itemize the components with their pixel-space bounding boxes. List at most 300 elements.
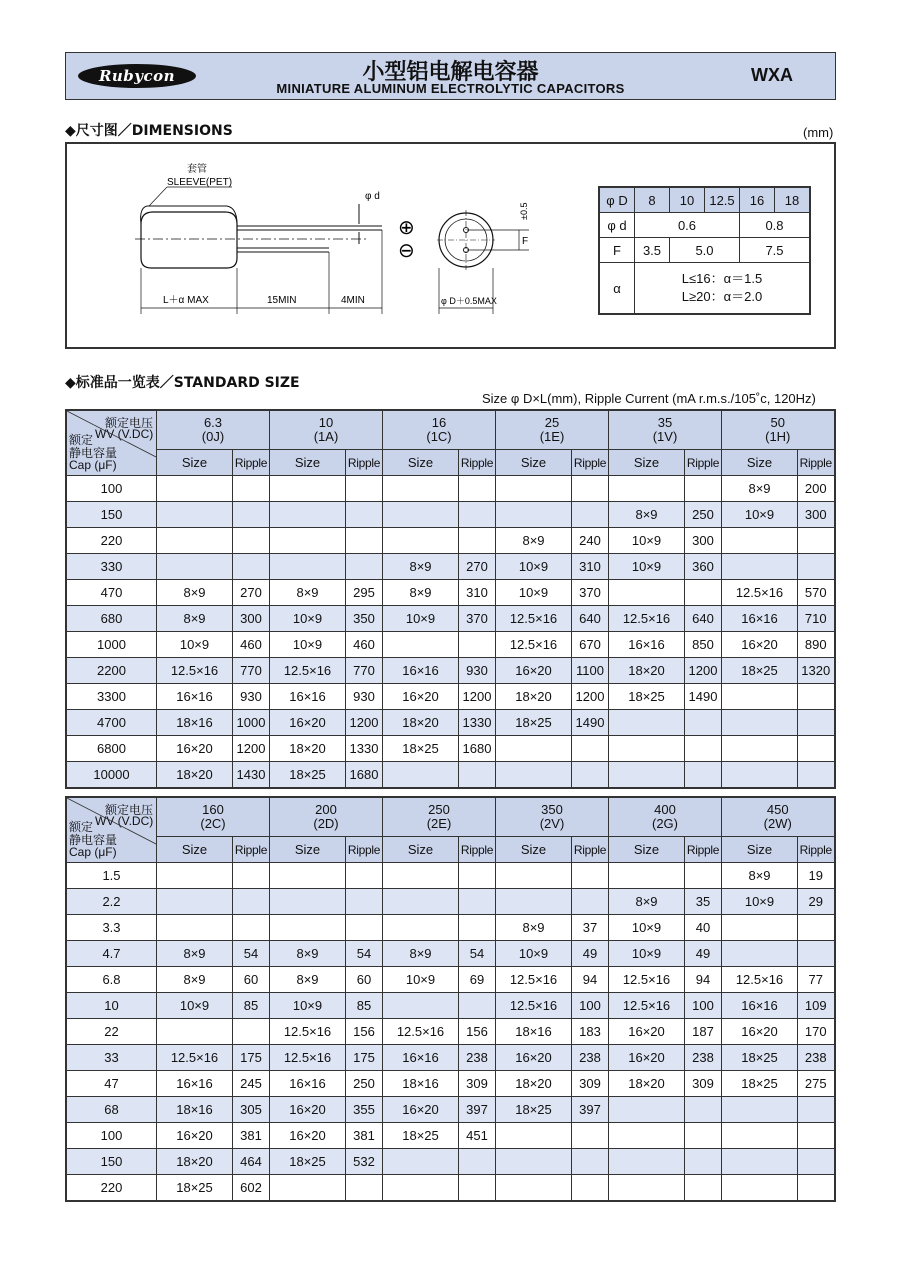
size-cell: [609, 1175, 685, 1202]
table-row: [66, 1097, 835, 1123]
size-cell: [722, 684, 798, 710]
ripple-cell: [685, 1123, 722, 1149]
size-cell: 18×25: [383, 1123, 459, 1149]
ripple-cell: 451: [459, 1123, 496, 1149]
size-cell: [383, 502, 459, 528]
capacitance-cell: 68: [66, 1097, 157, 1123]
spec-cell: 0.8: [740, 213, 811, 238]
ripple-header: Ripple: [346, 837, 383, 863]
ripple-cell: 770: [233, 658, 270, 684]
size-cell: 18×25: [157, 1175, 233, 1202]
ripple-cell: [459, 528, 496, 554]
voltage-code: (2C): [200, 816, 226, 831]
size-cell: 16×16: [270, 684, 346, 710]
ripple-cell: 890: [798, 632, 835, 658]
ripple-cell: [572, 736, 609, 762]
size-cell: [609, 1123, 685, 1149]
ripple-cell: 35: [685, 889, 722, 915]
size-cell: [383, 889, 459, 915]
ripple-cell: 40: [685, 915, 722, 941]
size-cell: 18×25: [722, 1045, 798, 1071]
dimensions-box: [65, 142, 836, 349]
ripple-header: Ripple: [346, 450, 383, 476]
voltage-value: 400: [654, 802, 676, 817]
size-cell: 12.5×16: [496, 993, 572, 1019]
size-cell: 16×20: [383, 1097, 459, 1123]
ripple-cell: 49: [572, 941, 609, 967]
size-cell: [157, 502, 233, 528]
size-cell: [722, 1123, 798, 1149]
size-cell: 16×16: [157, 684, 233, 710]
ripple-header: Ripple: [572, 450, 609, 476]
ripple-header: Ripple: [233, 450, 270, 476]
size-cell: 18×25: [722, 1071, 798, 1097]
size-cell: [157, 1019, 233, 1045]
table-row: [66, 762, 835, 789]
ripple-cell: [798, 1175, 835, 1202]
voltage-value: 6.3: [203, 415, 223, 430]
voltage-header: [157, 410, 270, 450]
size-cell: [496, 863, 572, 889]
ripple-cell: [685, 710, 722, 736]
size-cell: 18×20: [609, 658, 685, 684]
ripple-cell: [346, 528, 383, 554]
voltage-code: (1H): [765, 429, 791, 444]
ripple-cell: [685, 736, 722, 762]
voltage-code: (1A): [313, 429, 339, 444]
size-cell: [609, 1097, 685, 1123]
ripple-cell: 310: [572, 554, 609, 580]
capacitance-cell: 220: [66, 528, 157, 554]
standard-size-note: Size φ D×L(mm), Ripple Current (mA r.m.s./105˚c, 120Hz): [482, 391, 816, 406]
standard-size-title: ◆标准品一览表／STANDARD SIZE: [65, 375, 300, 391]
voltage-header: [722, 410, 835, 450]
size-cell: 16×20: [722, 1019, 798, 1045]
ripple-cell: 1200: [572, 684, 609, 710]
size-cell: 18×20: [157, 1149, 233, 1175]
title-chinese: 小型铝电解电容器: [362, 60, 539, 85]
ripple-cell: [346, 863, 383, 889]
size-cell: 18×25: [270, 762, 346, 789]
size-cell: [722, 554, 798, 580]
size-cell: 10×9: [722, 502, 798, 528]
size-cell: [722, 1097, 798, 1123]
size-cell: 16×16: [157, 1071, 233, 1097]
ripple-cell: 250: [685, 502, 722, 528]
ripple-cell: 310: [459, 580, 496, 606]
ripple-cell: 175: [233, 1045, 270, 1071]
ripple-cell: 54: [233, 941, 270, 967]
ripple-cell: 1200: [233, 736, 270, 762]
ripple-cell: [572, 1175, 609, 1202]
table-row: [66, 889, 835, 915]
plus-icon: ⊕: [398, 217, 415, 239]
ripple-cell: [798, 1123, 835, 1149]
size-cell: 16×20: [609, 1019, 685, 1045]
size-cell: 10×9: [609, 554, 685, 580]
voltage-header: [157, 797, 270, 837]
size-cell: [157, 889, 233, 915]
table-row: [66, 941, 835, 967]
ripple-cell: 930: [233, 684, 270, 710]
size-header: Size: [157, 450, 233, 476]
ripple-cell: 49: [685, 941, 722, 967]
ripple-cell: [685, 580, 722, 606]
ripple-cell: 109: [798, 993, 835, 1019]
lead-diff-label: 4MIN: [341, 295, 365, 306]
capacitance-cell: 10: [66, 993, 157, 1019]
size-cell: 16×16: [609, 632, 685, 658]
capacitance-cell: 33: [66, 1045, 157, 1071]
ripple-cell: 29: [798, 889, 835, 915]
spec-cell: φ d: [599, 213, 635, 238]
ripple-cell: 532: [346, 1149, 383, 1175]
table-row: [66, 1071, 835, 1097]
size-cell: [722, 736, 798, 762]
size-cell: 18×25: [496, 1097, 572, 1123]
voltage-value: 35: [657, 415, 673, 430]
size-cell: [383, 993, 459, 1019]
size-cell: [609, 710, 685, 736]
ripple-cell: 187: [685, 1019, 722, 1045]
table-row: [66, 476, 835, 502]
ripple-cell: 464: [233, 1149, 270, 1175]
voltage-header: [609, 797, 722, 837]
size-cell: 18×16: [157, 1097, 233, 1123]
ripple-cell: 397: [572, 1097, 609, 1123]
ripple-cell: 240: [572, 528, 609, 554]
size-cell: 16×20: [722, 632, 798, 658]
wv-cn-label: 额定电压: [105, 803, 154, 817]
capacitance-cell: 4700: [66, 710, 157, 736]
table-row: [66, 1175, 835, 1202]
ripple-cell: 183: [572, 1019, 609, 1045]
ripple-cell: 94: [685, 967, 722, 993]
spec-cell: 18: [775, 187, 811, 213]
size-cell: 10×9: [383, 967, 459, 993]
size-cell: [609, 580, 685, 606]
capacitance-cell: 3300: [66, 684, 157, 710]
size-cell: [157, 476, 233, 502]
table-row: [66, 967, 835, 993]
ripple-header: Ripple: [572, 837, 609, 863]
size-cell: 12.5×16: [496, 632, 572, 658]
size-cell: 8×9: [157, 606, 233, 632]
size-cell: [722, 528, 798, 554]
table-row: [66, 684, 835, 710]
ripple-cell: [572, 889, 609, 915]
ripple-cell: [798, 736, 835, 762]
table-row: [66, 632, 835, 658]
size-cell: 10×9: [609, 915, 685, 941]
capacitance-cell: 680: [66, 606, 157, 632]
size-cell: [270, 502, 346, 528]
ripple-cell: [459, 915, 496, 941]
ripple-cell: 175: [346, 1045, 383, 1071]
table-row: [66, 606, 835, 632]
size-cell: [157, 528, 233, 554]
rated-cn-label: 额定: [69, 820, 94, 834]
wv-cn-label: 额定电压: [105, 416, 154, 430]
size-cell: [270, 915, 346, 941]
ripple-cell: 930: [459, 658, 496, 684]
size-cell: 16×16: [722, 993, 798, 1019]
ripple-cell: 381: [346, 1123, 383, 1149]
size-cell: 12.5×16: [722, 580, 798, 606]
series-code: WXA: [751, 65, 793, 85]
size-cell: 8×9: [496, 915, 572, 941]
ripple-cell: [685, 762, 722, 789]
ripple-cell: [798, 1097, 835, 1123]
ripple-cell: 1330: [346, 736, 383, 762]
size-cell: 18×20: [270, 736, 346, 762]
size-cell: [157, 554, 233, 580]
ripple-cell: [572, 762, 609, 789]
ripple-cell: [346, 476, 383, 502]
size-cell: [270, 528, 346, 554]
ripple-cell: [233, 476, 270, 502]
spec-cell: α: [599, 263, 635, 315]
ripple-cell: [798, 710, 835, 736]
diameter-max-label: φ D＋0.5MAX: [441, 296, 497, 306]
ripple-cell: 1320: [798, 658, 835, 684]
length-label: L＋α MAX: [163, 295, 209, 306]
ripple-cell: 54: [346, 941, 383, 967]
standard-table-high-voltage: [65, 796, 836, 1202]
size-cell: 12.5×16: [609, 606, 685, 632]
rated-cn-label: 额定: [69, 433, 94, 447]
voltage-code: (2E): [426, 816, 452, 831]
voltage-code: (2V): [539, 816, 565, 831]
size-cell: 18×20: [383, 710, 459, 736]
ripple-cell: 238: [798, 1045, 835, 1071]
ripple-cell: 602: [233, 1175, 270, 1202]
spec-cell: 16: [740, 187, 775, 213]
ripple-cell: 300: [233, 606, 270, 632]
size-cell: 8×9: [722, 863, 798, 889]
ripple-cell: 1680: [459, 736, 496, 762]
size-cell: 8×9: [157, 967, 233, 993]
ripple-cell: [459, 993, 496, 1019]
ripple-cell: 460: [346, 632, 383, 658]
ripple-cell: 1000: [233, 710, 270, 736]
size-cell: 18×25: [609, 684, 685, 710]
ripple-cell: 770: [346, 658, 383, 684]
size-cell: [496, 502, 572, 528]
voltage-code: (2D): [313, 816, 339, 831]
spec-cell: F: [599, 238, 635, 263]
ripple-cell: 69: [459, 967, 496, 993]
ripple-cell: [346, 889, 383, 915]
voltage-header: [496, 797, 609, 837]
ripple-cell: 1490: [572, 710, 609, 736]
size-cell: 8×9: [609, 889, 685, 915]
ripple-cell: 1490: [685, 684, 722, 710]
size-cell: [722, 915, 798, 941]
cap-voltage-corner: [66, 797, 157, 863]
capacitance-cell: 220: [66, 1175, 157, 1202]
table-row: [66, 863, 835, 889]
ripple-cell: 295: [346, 580, 383, 606]
ripple-cell: [346, 1175, 383, 1202]
header-bar: [65, 52, 836, 100]
voltage-header: [383, 797, 496, 837]
capacitance-cell: 470: [66, 580, 157, 606]
ripple-cell: 60: [346, 967, 383, 993]
wv-en-label: WV (V.DC): [95, 427, 154, 441]
size-cell: [722, 941, 798, 967]
ripple-cell: 300: [685, 528, 722, 554]
voltage-value: 160: [202, 802, 224, 817]
ripple-cell: 670: [572, 632, 609, 658]
ripple-header: Ripple: [459, 450, 496, 476]
voltage-value: 10: [318, 415, 334, 430]
lead-diameter-label: φ d: [365, 191, 380, 202]
ripple-cell: [459, 502, 496, 528]
ripple-cell: 370: [572, 580, 609, 606]
size-cell: 8×9: [722, 476, 798, 502]
size-cell: 10×9: [157, 993, 233, 1019]
table-row: [66, 736, 835, 762]
ripple-cell: [798, 941, 835, 967]
ripple-cell: 156: [459, 1019, 496, 1045]
ripple-cell: 930: [346, 684, 383, 710]
voltage-code: (2W): [763, 816, 792, 831]
capacitance-cell: 4.7: [66, 941, 157, 967]
size-cell: 18×20: [496, 1071, 572, 1097]
size-cell: [496, 889, 572, 915]
title-english: MINIATURE ALUMINUM ELECTROLYTIC CAPACITORS: [276, 81, 625, 96]
capacitance-cell: 6800: [66, 736, 157, 762]
ripple-cell: 640: [572, 606, 609, 632]
capacitance-cell: 3.3: [66, 915, 157, 941]
capacitance-cell: 150: [66, 502, 157, 528]
sleeve-cn-label: 套管: [187, 164, 207, 175]
rubycon-logo: Rubycon: [78, 64, 196, 88]
voltage-code: (0J): [201, 429, 225, 444]
ripple-cell: 77: [798, 967, 835, 993]
size-cell: 12.5×16: [157, 1045, 233, 1071]
size-cell: [157, 863, 233, 889]
table-row: [66, 1019, 835, 1045]
ripple-cell: [459, 863, 496, 889]
ripple-cell: 200: [798, 476, 835, 502]
size-header: Size: [157, 837, 233, 863]
cap-cn-label: 静电容量: [69, 446, 118, 460]
size-cell: [496, 762, 572, 789]
cap-voltage-corner: [66, 410, 157, 476]
ripple-cell: 309: [459, 1071, 496, 1097]
spec-cell: 5.0: [670, 238, 740, 263]
size-header: Size: [609, 450, 685, 476]
size-cell: 16×16: [270, 1071, 346, 1097]
voltage-header: [496, 410, 609, 450]
minus-icon: ⊖: [398, 240, 415, 262]
ripple-cell: [233, 889, 270, 915]
table-row: [66, 1149, 835, 1175]
voltage-value: 250: [428, 802, 450, 817]
size-cell: 8×9: [270, 941, 346, 967]
size-cell: [722, 762, 798, 789]
size-cell: 18×25: [496, 710, 572, 736]
ripple-cell: 270: [459, 554, 496, 580]
size-cell: [383, 762, 459, 789]
cap-en-label: Cap (μF): [69, 458, 117, 472]
ripple-header: Ripple: [685, 837, 722, 863]
size-header: Size: [270, 837, 346, 863]
size-cell: [609, 1149, 685, 1175]
voltage-code: (1E): [539, 429, 565, 444]
size-cell: 12.5×16: [496, 606, 572, 632]
size-cell: 18×25: [270, 1149, 346, 1175]
ripple-cell: 245: [233, 1071, 270, 1097]
capacitance-cell: 2.2: [66, 889, 157, 915]
size-cell: 8×9: [270, 967, 346, 993]
ripple-cell: [459, 1149, 496, 1175]
ripple-cell: [459, 889, 496, 915]
ripple-cell: 238: [685, 1045, 722, 1071]
size-cell: 18×16: [157, 710, 233, 736]
table-row: [66, 993, 835, 1019]
capacitance-cell: 10000: [66, 762, 157, 789]
ripple-cell: 170: [798, 1019, 835, 1045]
voltage-code: (2G): [652, 816, 678, 831]
size-cell: [270, 476, 346, 502]
voltage-value: 450: [766, 802, 789, 817]
size-cell: 8×9: [270, 580, 346, 606]
size-cell: 10×9: [270, 606, 346, 632]
table-row: [66, 1045, 835, 1071]
capacitance-cell: 2200: [66, 658, 157, 684]
voltage-value: 16: [431, 415, 447, 430]
voltage-header: [722, 797, 835, 837]
voltage-value: 200: [315, 802, 337, 817]
wv-en-label: WV (V.DC): [95, 814, 154, 828]
ripple-cell: [572, 476, 609, 502]
size-header: Size: [722, 837, 798, 863]
size-header: Size: [496, 837, 572, 863]
spec-cell: 0.6: [635, 213, 740, 238]
size-cell: [383, 1175, 459, 1202]
table-row: [66, 658, 835, 684]
ripple-cell: [233, 554, 270, 580]
size-cell: 16×16: [722, 606, 798, 632]
sleeve-en-label: SLEEVE(PET): [167, 177, 233, 188]
spec-cell: 8: [635, 187, 670, 213]
size-cell: 12.5×16: [722, 967, 798, 993]
ripple-cell: 270: [233, 580, 270, 606]
ripple-cell: 1330: [459, 710, 496, 736]
size-cell: 16×20: [157, 1123, 233, 1149]
ripple-cell: 355: [346, 1097, 383, 1123]
alpha-line-2: L≥20：α＝2.0: [681, 289, 763, 304]
ripple-cell: 54: [459, 941, 496, 967]
table-row: [66, 502, 835, 528]
size-cell: 16×20: [609, 1045, 685, 1071]
size-cell: [609, 476, 685, 502]
capacitance-cell: 22: [66, 1019, 157, 1045]
pitch-label: F: [522, 236, 529, 247]
ripple-cell: 1680: [346, 762, 383, 789]
capacitance-cell: 100: [66, 476, 157, 502]
spec-cell: 12.5: [705, 187, 740, 213]
size-cell: 12.5×16: [496, 967, 572, 993]
ripple-cell: 19: [798, 863, 835, 889]
ripple-cell: 570: [798, 580, 835, 606]
size-cell: [270, 863, 346, 889]
size-cell: 12.5×16: [270, 1019, 346, 1045]
size-cell: 16×20: [496, 658, 572, 684]
